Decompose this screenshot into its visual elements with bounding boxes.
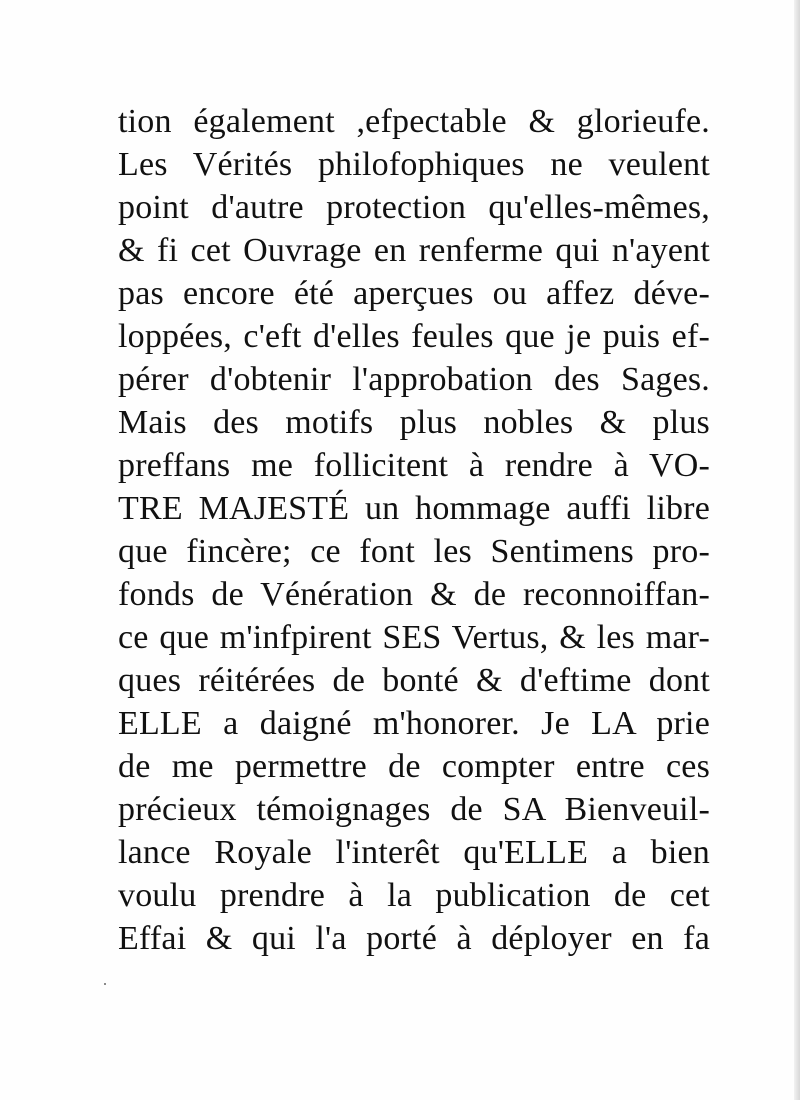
text-line: Les Vérités philofophiques ne veulent — [118, 146, 710, 183]
text-line: Effai & qui l'a porté à déployer en fa — [118, 920, 710, 957]
text-line: que fincère; ce font les Sentimens pro- — [118, 533, 710, 570]
text-line: fonds de Vénération & de reconnoiffan- — [118, 576, 710, 613]
text-line: & fi cet Ouvrage en renferme qui n'ayent — [118, 232, 710, 269]
body-text — [118, 100, 710, 960]
text-line: Mais des motifs plus nobles & plus — [118, 404, 710, 441]
text-line: preffans me follicitent à rendre à VO- — [118, 447, 710, 484]
text-line: ELLE a daigné m'honorer. Je LA prie — [118, 705, 710, 742]
text-line: pérer d'obtenir l'approbation des Sages. — [118, 361, 710, 398]
text-line: de me permettre de compter entre ces — [118, 748, 710, 785]
text-line: tion également ,efpectable & glorieufe. — [118, 103, 710, 140]
paper-speck — [104, 983, 106, 985]
text-line: ques réitérées de bonté & d'eftime dont — [118, 662, 710, 699]
text-line: point d'autre protection qu'elles-mêmes, — [118, 189, 710, 226]
text-line: ce que m'infpirent SES Vertus, & les mar- — [118, 619, 710, 656]
text-line: pas encore été aperçues ou affez déve- — [118, 275, 710, 312]
text-line: lance Royale l'interêt qu'ELLE a bien — [118, 834, 710, 871]
text-line: voulu prendre à la publication de cet — [118, 877, 710, 914]
text-line: précieux témoignages de SA Bienveuil- — [118, 791, 710, 828]
text-line: loppées, c'eft d'elles feules que je puis ef- — [118, 318, 710, 355]
page-edge — [794, 0, 800, 1100]
text-line: TRE MAJESTÉ un hommage auffi libre — [118, 490, 710, 527]
